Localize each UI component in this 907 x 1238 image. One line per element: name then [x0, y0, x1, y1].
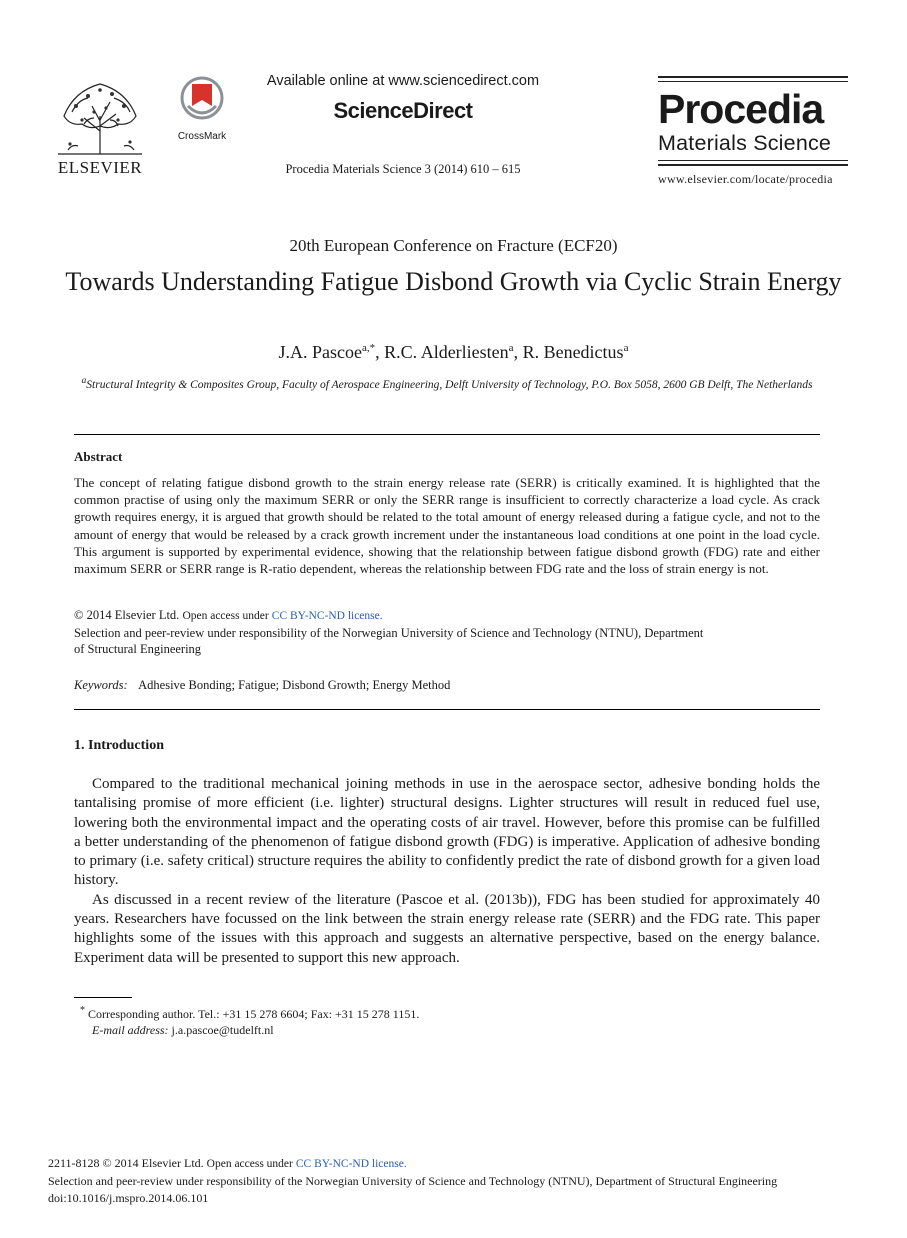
footer-license-link[interactable]: CC BY-NC-ND license.	[295, 1158, 407, 1170]
procedia-top-rule	[658, 76, 848, 78]
footer-peer-review: Selection and peer-review under responsibility of the Norwegian University of Science and Technology (NTNU), Department of Structural Engineering	[48, 1173, 778, 1188]
author-affiliation-mark[interactable]: a	[623, 342, 629, 354]
abstract-text: The concept of relating fatigue disbond growth to the strain energy release rate (SERR) is critically examined. It is highlighted that the common practise of using only the maximum SERR or only the SERR range is insufficient to correctly characterize a load cycle. As crack growth requires energy, it is argued that growth should be related to the total amount of energy released during a fatigue cycle, and not to the amount of energy that would be released by a crack growth increment under the instantaneous load conditions at one point in the load cycle. This argument is supported by experimental evidence, showing that the relationship between fatigue disbond growth (FDG) rate and either maximum SERR or SERR range is R-ratio dependent, whereas the relationship between FDG rate and the loss of strain energy is not.	[74, 475, 820, 577]
paragraph: Compared to the traditional mechanical joining methods in use in the aerospace sector, adhesive bonding holds the tantalising promise of more efficient (i.e. lighter) structural designs. Lighter structures will result in reduced fuel use, lowering both the environmental impact and the operating costs of air travel. However, before this promise can be fulfilled a better understanding of the phenomenon of fatigue disbond growth (FDG) is imperative. Application of adhesive bonding to primary (i.e. safety critical) structure requires the ability to confidently predict the rate of disbond growth for a given load history.	[74, 776, 820, 889]
procedia-logo	[658, 76, 848, 187]
divider-bottom	[74, 709, 820, 710]
author-separator: ,	[513, 342, 523, 362]
peer-review-line-1: Selection and peer-review under responsibility of the Norwegian University of Science and Technology (NTNU), Department	[74, 625, 704, 640]
email-label: E-mail address:	[92, 1023, 169, 1037]
procedia-subtitle: Materials Science	[658, 131, 832, 155]
affiliation	[74, 373, 820, 393]
footer-open-access: Open access under	[206, 1158, 293, 1170]
procedia-top-rule-thin	[658, 81, 848, 82]
crossmark-icon	[180, 76, 224, 124]
footnote-marker: *	[80, 1005, 85, 1016]
section-body	[74, 775, 820, 968]
corresponding-author: Corresponding author. Tel.: +31 15 278 6604; Fax: +31 15 278 1151.	[88, 1007, 420, 1021]
journal-reference: Procedia Materials Science 3 (2014) 610 – 615	[285, 162, 521, 176]
available-online-text: Available online at www.sciencedirect.com	[266, 73, 540, 89]
abstract-copyright	[74, 607, 820, 658]
keywords-label: Keywords:	[74, 678, 128, 692]
keywords	[74, 678, 820, 693]
affiliation-text: Structural Integrity & Composites Group, Faculty of Aerospace Engineering, Delft University of Technology, P.O. Box 5058, 2600 GB Delft, The Netherlands	[86, 378, 813, 391]
author-name: R. Benedictus	[522, 342, 624, 362]
copyright-text: © 2014 Elsevier Ltd.	[74, 608, 180, 622]
footnote	[80, 1003, 820, 1038]
affiliation-mark: a	[81, 375, 87, 386]
procedia-name: Procedia	[658, 86, 824, 132]
elsevier-tree-icon	[54, 76, 146, 156]
footnote-rule	[74, 997, 132, 998]
paragraph: As discussed in a recent review of the literature (Pascoe et al. (2013b)), FDG has been studied for approximately 40 years. Researchers have focussed on the link between the strain energy release rate (SERR) and the FDG rate. This paper highlights some of the issues with this approach and suggests an alternative perspective, based on the energy balance. Experiment data will be presented to support this new approach.	[74, 891, 820, 966]
page-footer	[48, 1155, 868, 1206]
divider-top	[74, 434, 820, 435]
issn-copyright: 2211-8128 © 2014 Elsevier Ltd.	[48, 1156, 204, 1170]
abstract-heading: Abstract	[74, 449, 123, 464]
author-separator: ,	[375, 342, 385, 362]
license-link[interactable]: CC BY-NC-ND license.	[271, 610, 383, 622]
author-affiliation-mark[interactable]: a	[508, 342, 514, 354]
sciencedirect-brand: ScienceDirect	[333, 98, 473, 123]
doi[interactable]: doi:10.1016/j.mspro.2014.06.101	[48, 1190, 209, 1205]
keywords-list: Adhesive Bonding; Fatigue; Disbond Growth; Energy Method	[138, 678, 451, 692]
crossmark-badge[interactable]	[172, 76, 232, 142]
email-address[interactable]: j.a.pascoe@tudelft.nl	[171, 1023, 274, 1037]
author-name: J.A. Pascoe	[278, 342, 363, 362]
procedia-bottom-rule-thin	[658, 160, 848, 161]
publisher-wordmark: ELSEVIER	[57, 158, 143, 177]
conference-name: 20th European Conference on Fracture (ECF20)	[289, 236, 618, 255]
procedia-url[interactable]: www.elsevier.com/locate/procedia	[658, 172, 833, 186]
author-name: R.C. Alderliesten	[384, 342, 509, 362]
elsevier-logo	[52, 76, 148, 180]
peer-review-line-2: of Structural Engineering	[74, 642, 202, 656]
author-affiliation-mark[interactable]: a,*	[362, 342, 376, 354]
procedia-bottom-rule	[658, 164, 848, 166]
crossmark-label: CrossMark	[177, 131, 227, 142]
author-list	[60, 342, 847, 363]
open-access-text: Open access under	[182, 610, 269, 622]
section-heading: 1. Introduction	[74, 738, 164, 753]
paper-title: Towards Understanding Fatigue Disbond Growth via Cyclic Strain Energy	[65, 267, 842, 296]
